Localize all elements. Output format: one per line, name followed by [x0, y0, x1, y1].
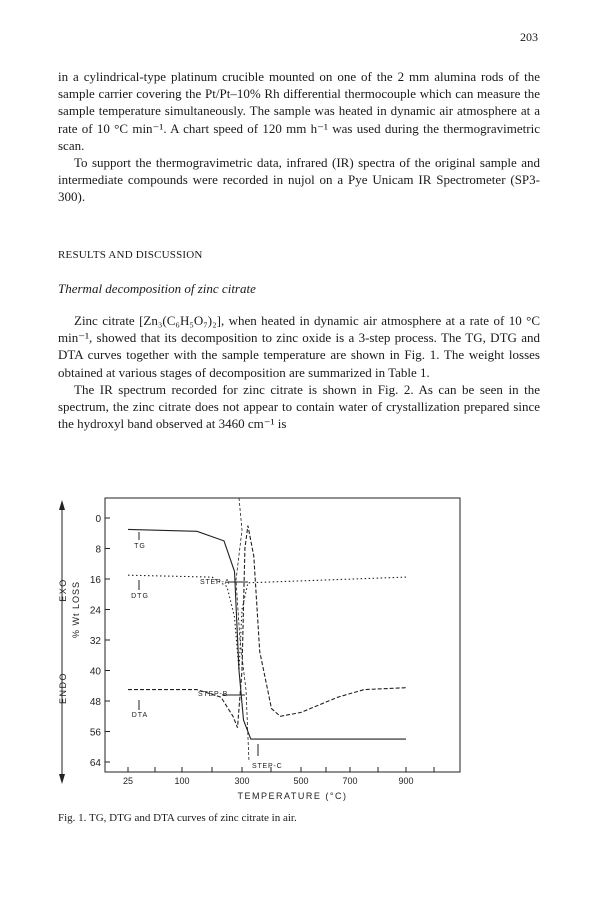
paragraph: in a cylindrical-type platinum crucible mounted on one of the 2 mm alumina rods of the sample carrier covering the Pt/Pt–10% Rh differential thermocouple which can measure the sample temperature simultaneously. The sample was heated in dynamic air atmosphere at a rate of 10 °C min⁻¹. A chart speed of 120 mm h⁻¹ was used during the thermogravimetric scan. — [58, 69, 540, 153]
page-number: 203 — [520, 30, 538, 44]
arrow-down-icon — [59, 774, 65, 784]
exo-label: EXO — [58, 578, 68, 602]
body-text-bottom — [58, 312, 540, 432]
chart-labels — [58, 532, 347, 801]
chart-curves — [128, 498, 406, 762]
x-tick-label: 25 — [122, 776, 134, 786]
step-label: STEP-A — [200, 579, 231, 586]
body-text-top — [58, 68, 540, 206]
arrow-up-icon — [59, 500, 65, 510]
curve-dtg — [128, 575, 406, 670]
curve-label-dtg: DTG — [131, 593, 149, 600]
endo-label: ENDO — [58, 671, 68, 705]
step-label: STEP-C — [252, 763, 283, 770]
paragraph: The IR spectrum recorded for zinc citrate is shown in Fig. 2. As can be seen in the spectrum, the zinc citrate does not appear to contain water of crystallization prepared since the hydroxyl band observed at 3460 cm⁻¹ is — [58, 381, 540, 432]
curve-dta — [128, 526, 406, 728]
figure-tg-dtg-dta — [50, 490, 550, 810]
curve-label-tg: TG — [134, 543, 146, 550]
y-tick-label: 56 — [89, 727, 101, 739]
paragraph: Zinc citrate [Zn₃(C₆H₅O₇)₂], when heated in dynamic air atmosphere at a rate of 10 °C min⁻¹, showed that its decomposition to zinc oxide is a 3-step process. The TG, DTG and DTA curves together with the sample temperature are shown in Fig. 1. The weight losses obtained at various stages of decomposition are summarized in Table 1. — [58, 313, 540, 380]
y-tick-label: 48 — [89, 697, 101, 708]
x-tick-label: 700 — [342, 776, 358, 786]
y-tick-label: 64 — [89, 758, 101, 769]
x-tick-label: 900 — [398, 776, 414, 786]
curve-label-dta: DTA — [131, 712, 149, 719]
figure-caption: Fig. 1. TG, DTG and DTA curves of zinc citrate in air. — [58, 812, 297, 824]
step-label: STEP-B — [198, 691, 229, 698]
x-tick-label: 100 — [174, 776, 190, 786]
y-axis-label: % Wt LOSS — [71, 580, 81, 639]
y-tick-label: 32 — [89, 636, 101, 647]
y-tick-label: 16 — [89, 575, 101, 586]
section-heading: RESULTS AND DISCUSSION — [58, 249, 203, 261]
y-tick-label: 40 — [89, 666, 101, 678]
x-axis-label: TEMPERATURE (°C) — [237, 791, 348, 801]
x-tick-label: 500 — [293, 776, 309, 786]
y-tick-label: 0 — [95, 514, 101, 525]
x-tick-label: 300 — [234, 776, 250, 786]
subsection-heading: Thermal decomposition of zinc citrate — [58, 281, 256, 296]
y-tick-label: 8 — [95, 544, 101, 556]
chart-svg — [50, 490, 550, 810]
plot-frame — [105, 498, 460, 772]
chart-axes — [59, 498, 460, 786]
curve-tg — [128, 529, 406, 739]
paragraph: To support the thermogravimetric data, infrared (IR) spectra of the original sample and intermediate compounds were recorded in nujol on a Pye Unicam IR Spectrometer (SP3-300). — [58, 155, 540, 205]
y-tick-label: 24 — [89, 605, 101, 617]
